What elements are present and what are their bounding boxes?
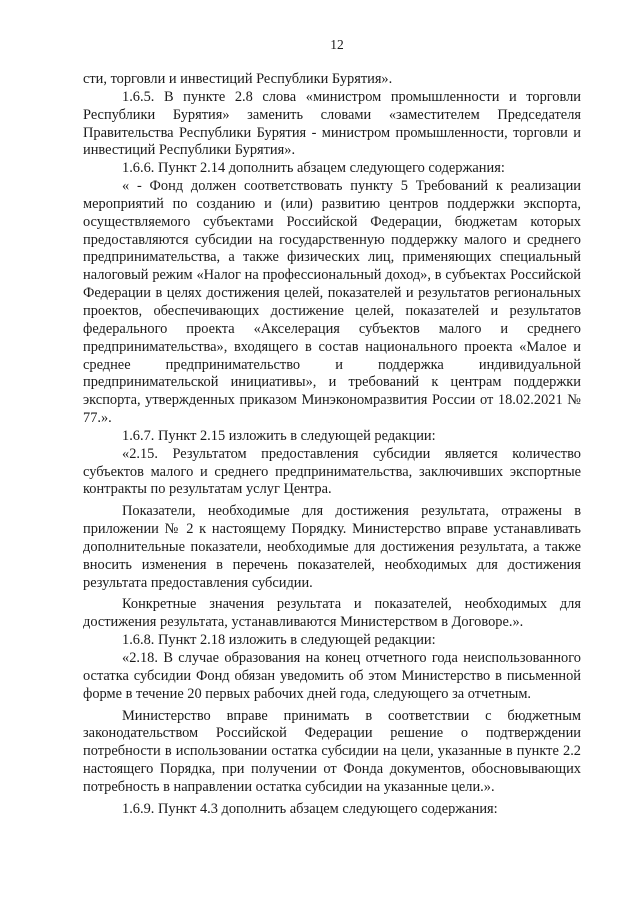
document-body [83, 71, 581, 819]
paragraph-1-6-5: 1.6.5. В пункте 2.8 слова «министром промышленности и торговли Республики Бурятия» заменить словами «заместителем Председателя Правительства Республики Бурятия - министром промышленности, торговли и инвестиций Республики Бурятия». [83, 88, 581, 159]
paragraph-1-6-8: 1.6.8. Пункт 2.18 изложить в следующей редакции: [122, 632, 436, 649]
paragraph-specific-values: Конкретные значения результата и показателей, необходимых для достижения результата, устанавливаются Министерством в Договоре.». [83, 596, 581, 631]
paragraph-2-18: «2.18. В случае образования на конец отчетного года неиспользованного остатка субсидии Фонд обязан уведомить об этом Министерство в письменной форме в течение 20 первых рабочих дней года, следующего за отчетным. [83, 650, 581, 702]
paragraph-fund-requirement: « - Фонд должен соответствовать пункту 5 Требований к реализации мероприятий по созданию и (или) развитию центров поддержки экспорта, осуществляемого субъектами Российской Федерации, бюджетам которых предоставляются субсидии на государственную поддержку малого и среднего предпринимательства, а также физических лиц, применяющих специальный налоговый режим «Налог на профессиональный доход», в субъектах Российской Федерации в целях достижения целей, показателей и результатов региональных проектов, обеспечивающих достижение целей, показателей и результатов федерального проекта «Акселерация субъектов малого и среднего предпринимательства», входящего в состав национального проекта «Малое и среднее предпринимательство и поддержка индивидуальной предпринимательской инициативы», и требований к центрам поддержки экспорта, утвержденных приказом Минэкономразвития России от 18.02.2021 № 77.». [83, 178, 581, 427]
paragraph-continuation: сти, торговли и инвестиций Республики Бурятия». [83, 71, 393, 87]
paragraph-1-6-6: 1.6.6. Пункт 2.14 дополнить абзацем следующего содержания: [122, 160, 505, 177]
paragraph-1-6-9: 1.6.9. Пункт 4.3 дополнить абзацем следующего содержания: [122, 800, 498, 817]
page-number: 12 [330, 37, 344, 52]
paragraph-2-15: «2.15. Результатом предоставления субсидии является количество субъектов малого и среднего предпринимательства, заключивших экспортные контракты по результатам услуг Центра. [83, 445, 581, 498]
paragraph-indicators: Показатели, необходимые для достижения результата, отражены в приложении № 2 к настоящему Порядку. Министерство вправе устанавливать дополнительные показатели, необходимые для достижения результата, а также вносить изменения в перечень показателей, необходимых для достижения результата предоставления субсидии. [83, 503, 581, 591]
paragraph-1-6-7: 1.6.7. Пункт 2.15 изложить в следующей редакции: [122, 427, 436, 444]
paragraph-ministry-decision: Министерство вправе принимать в соответствии с бюджетным законодательством Российской Федерации решение о подтверждении потребности в использовании остатка субсидии на цели, указанные в пункте 2.2 настоящего Порядка, при получении от Фонда документов, обосновывающих потребность в направлении остатка субсидии на указанные цели.». [83, 707, 581, 795]
